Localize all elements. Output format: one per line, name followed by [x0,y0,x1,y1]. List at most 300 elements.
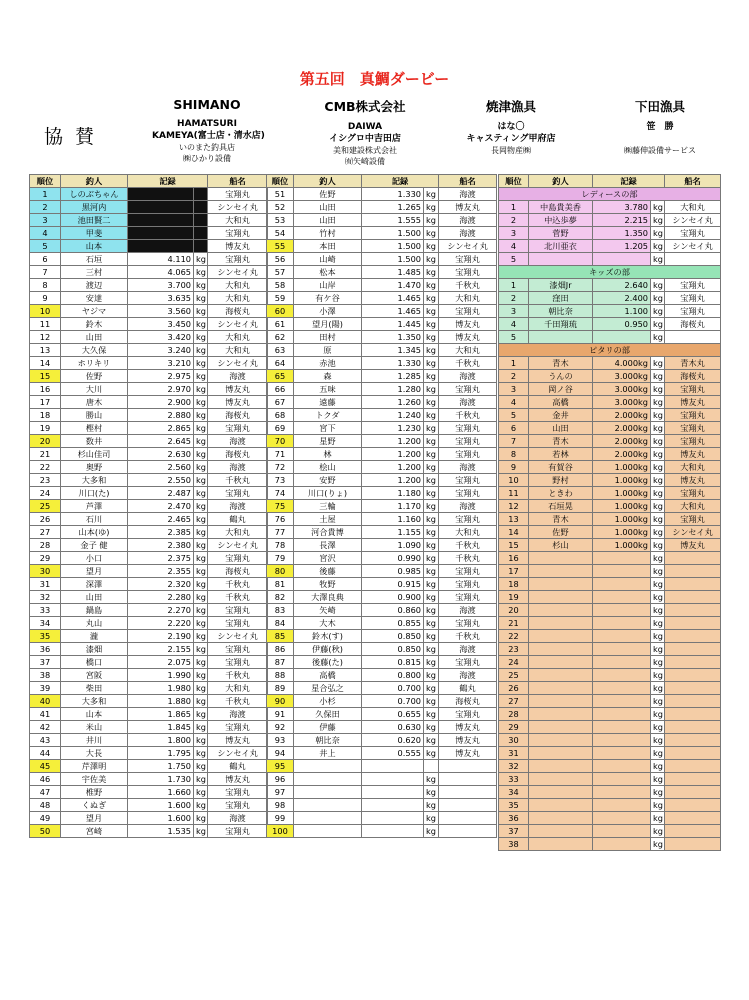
rank-cell: 75 [267,500,294,513]
angler-cell [529,630,593,643]
angler-cell: 丸山 [61,617,128,630]
angler-cell [529,617,593,630]
boat-cell: 宝翔丸 [208,253,268,266]
angler-cell: 河合貴博 [294,526,362,539]
boat-cell: シンセイ丸 [208,747,268,760]
angler-cell: 安達 [61,292,128,305]
table-row [30,721,268,734]
unit-cell: kg [194,721,208,734]
record-cell: 1.180 [362,487,424,500]
angler-cell: 朝比奈 [529,305,593,318]
rank-cell: 88 [267,669,294,682]
angler-cell [294,786,362,799]
angler-cell: 伊藤(秋) [294,643,362,656]
boat-cell: 宝翔丸 [208,799,268,812]
table-row [30,266,268,279]
boat-cell: 千秋丸 [208,695,268,708]
boat-cell: 宝翔丸 [439,513,497,526]
record-cell: 2.380 [128,539,194,552]
unit-cell [194,214,208,227]
table-row [267,812,497,825]
unit-cell: kg [424,552,439,565]
rank-cell: 95 [267,760,294,773]
angler-cell: 野村 [529,474,593,487]
table-row [30,773,268,786]
rank-cell: 21 [30,448,61,461]
table-row [267,461,497,474]
boat-cell: 海渡 [208,370,268,383]
angler-cell: 大川 [61,383,128,396]
boat-cell: 海渡 [439,396,497,409]
rank-cell: 28 [30,539,61,552]
angler-cell: 望月(陽) [294,318,362,331]
unit-cell: kg [651,786,665,799]
angler-cell [529,695,593,708]
unit-cell: kg [651,747,665,760]
unit-cell: kg [424,474,439,487]
angler-cell: ヤジマ [61,305,128,318]
sponsor-head: 下田漁具 [634,99,685,114]
rank-cell: 78 [267,539,294,552]
unit-cell: kg [651,617,665,630]
table-row [267,201,497,214]
table-row [267,682,497,695]
boat-cell [665,331,721,344]
boat-cell [439,786,497,799]
record-cell [128,188,194,201]
record-cell: 2.220 [128,617,194,630]
table-row [499,591,721,604]
table-row [499,721,721,734]
record-cell: 2.900 [128,396,194,409]
sponsor-small: 美和建設株式会社 [333,146,397,155]
record-cell: 0.985 [362,565,424,578]
record-cell: 3.450 [128,318,194,331]
table-row [30,591,268,604]
table-row [499,682,721,695]
record-cell: 0.620 [362,734,424,747]
ladies-section-header [499,188,721,201]
boat-cell [665,604,721,617]
boat-cell: シンセイ丸 [208,318,268,331]
record-cell [128,214,194,227]
boat-cell: 大和丸 [208,682,268,695]
table-row [499,669,721,682]
table-row [499,643,721,656]
table-row [267,617,497,630]
record-cell: 2.000kg [593,409,651,422]
table-row [30,331,268,344]
record-cell: 0.800 [362,669,424,682]
boat-cell: 海桜丸 [439,695,497,708]
sponsor-small: ㈲矢崎設備 [345,157,385,166]
rank-cell: 6 [499,422,529,435]
unit-cell: kg [194,396,208,409]
unit-cell: kg [424,331,439,344]
rank-cell: 23 [30,474,61,487]
boat-cell: 宝翔丸 [208,825,268,838]
boat-cell: 宝翔丸 [665,227,721,240]
boat-cell: 海渡 [439,370,497,383]
record-cell [593,838,651,851]
angler-cell: 森 [294,370,362,383]
record-cell: 0.990 [362,552,424,565]
record-cell: 1.795 [128,747,194,760]
boat-cell: 宝翔丸 [439,487,497,500]
boat-cell: 海桜丸 [208,305,268,318]
sponsor-label: 協 賛 [44,126,98,148]
table-row [30,526,268,539]
unit-cell: kg [651,383,665,396]
unit-cell: kg [424,565,439,578]
table-row [30,344,268,357]
record-cell [593,669,651,682]
boat-cell [665,578,721,591]
angler-cell [529,578,593,591]
record-cell: 1.170 [362,500,424,513]
record-cell: 0.700 [362,695,424,708]
angler-cell [529,708,593,721]
unit-cell: kg [424,786,439,799]
rank-cell: 10 [30,305,61,318]
table-row [267,552,497,565]
rank-cell: 20 [30,435,61,448]
record-cell: 1.205 [593,240,651,253]
unit-cell: kg [651,357,665,370]
sponsor-line: KAMEYA(富士店・清水店) [152,131,265,141]
rank-cell: 5 [30,240,61,253]
boat-cell: 博友丸 [208,773,268,786]
unit-cell: kg [194,487,208,500]
rank-cell: 11 [30,318,61,331]
table-row [267,708,497,721]
angler-cell [529,825,593,838]
angler-cell [529,604,593,617]
angler-cell: 米山 [61,721,128,734]
unit-cell: kg [424,630,439,643]
angler-cell: 瀧 [61,630,128,643]
rank-cell: 28 [499,708,529,721]
rank-cell: 9 [30,292,61,305]
angler-cell: 林 [294,448,362,461]
boat-cell: 千秋丸 [439,357,497,370]
boat-cell: シンセイ丸 [208,357,268,370]
angler-cell [529,760,593,773]
unit-cell: kg [194,526,208,539]
boat-cell [665,253,721,266]
rank-cell: 27 [499,695,529,708]
table-row [30,708,268,721]
table-row [267,448,497,461]
table-row [267,214,497,227]
rank-cell: 35 [499,799,529,812]
angler-cell: 高橋 [529,396,593,409]
unit-cell: kg [194,630,208,643]
boat-cell: 宝翔丸 [439,305,497,318]
rank-cell: 3 [499,383,529,396]
sponsor-block-1 [152,97,265,164]
record-cell [593,695,651,708]
angler-cell: 有賀谷 [529,461,593,474]
boat-cell: 宝翔丸 [665,435,721,448]
angler-cell: 菅野 [529,227,593,240]
unit-cell: kg [651,838,665,851]
angler-cell: 山田 [529,422,593,435]
table-row [267,435,497,448]
boat-cell: 海桜丸 [665,370,721,383]
angler-cell: 芹澤明 [61,760,128,773]
rank-cell: 24 [30,487,61,500]
record-cell: 1.000kg [593,461,651,474]
angler-cell: 金井 [529,409,593,422]
unit-cell [194,227,208,240]
angler-cell: 椎野 [61,786,128,799]
record-cell: 1.660 [128,786,194,799]
angler-cell: 柴田 [61,682,128,695]
unit-cell: kg [194,266,208,279]
record-cell: 4.110 [128,253,194,266]
boat-cell: 宝翔丸 [439,591,497,604]
table-row [499,565,721,578]
angler-cell: 青木 [529,357,593,370]
table-row [267,357,497,370]
rank-cell: 11 [499,487,529,500]
table-row [267,760,497,773]
boat-cell: 海渡 [439,227,497,240]
rank-cell: 99 [267,812,294,825]
rank-cell: 1 [499,279,529,292]
table-row [267,721,497,734]
record-cell: 3.560 [128,305,194,318]
angler-cell: 岡ノ谷 [529,383,593,396]
record-cell: 3.000kg [593,370,651,383]
rank-cell: 55 [267,240,294,253]
unit-cell: kg [194,578,208,591]
rank-cell: 36 [499,812,529,825]
rank-cell: 4 [30,227,61,240]
unit-cell: kg [424,734,439,747]
boat-cell: 博友丸 [439,721,497,734]
angler-cell: 鈴木(す) [294,630,362,643]
sponsor-small: ㈱藤伸設備サービス [624,146,696,155]
angler-cell: 本田 [294,240,362,253]
unit-cell: kg [194,591,208,604]
boat-cell [439,760,497,773]
table-row [30,448,268,461]
unit-cell: kg [194,331,208,344]
unit-cell: kg [194,435,208,448]
record-cell: 1.100 [593,305,651,318]
boat-cell: 宝翔丸 [439,656,497,669]
angler-cell: 佐野 [294,188,362,201]
angler-cell: 山本 [61,240,128,253]
rank-cell: 8 [30,279,61,292]
unit-cell: kg [424,591,439,604]
angler-cell [529,721,593,734]
angler-cell: 赤池 [294,357,362,370]
unit-cell: kg [194,734,208,747]
record-cell [593,630,651,643]
angler-cell: 大久保 [61,344,128,357]
boat-cell: 宝翔丸 [665,409,721,422]
record-cell [362,825,424,838]
boat-cell: 青木丸 [665,357,721,370]
record-cell [593,760,651,773]
record-cell: 0.950 [593,318,651,331]
table-row [499,318,721,331]
table-row [30,656,268,669]
unit-cell [194,201,208,214]
record-cell: 2.000kg [593,422,651,435]
sponsor-line: キャスティング甲府店 [466,134,556,144]
record-cell: 3.210 [128,357,194,370]
angler-cell: トクダ [294,409,362,422]
unit-cell: kg [651,318,665,331]
angler-cell: 高橋 [294,669,362,682]
rank-cell: 73 [267,474,294,487]
sponsor-head: SHIMANO [173,97,241,112]
rank-cell: 16 [30,383,61,396]
unit-cell: kg [424,604,439,617]
table-row [499,474,721,487]
table-row [267,773,497,786]
table-row [30,734,268,747]
rank-cell: 66 [267,383,294,396]
boat-cell: 海渡 [439,643,497,656]
unit-cell: kg [424,448,439,461]
rank-cell: 2 [499,292,529,305]
unit-cell: kg [194,448,208,461]
table-header [30,175,268,188]
angler-cell: 石垣晃 [529,500,593,513]
angler-cell: 若林 [529,448,593,461]
table-header [267,175,497,188]
angler-cell: 窪田 [529,292,593,305]
record-cell: 2.465 [128,513,194,526]
sponsor-small: いのまた釣具店 [179,143,235,152]
rank-cell: 15 [499,539,529,552]
record-cell [362,799,424,812]
table-row [499,630,721,643]
unit-cell: kg [424,292,439,305]
angler-cell [529,773,593,786]
record-cell: 1.260 [362,396,424,409]
boat-cell: 博友丸 [439,747,497,760]
category-table [498,174,721,851]
angler-cell: うんの [529,370,593,383]
angler-cell: 中込歩夢 [529,214,593,227]
record-cell: 1.240 [362,409,424,422]
unit-cell: kg [651,435,665,448]
boat-cell [665,682,721,695]
table-row [267,669,497,682]
rank-cell: 54 [267,227,294,240]
record-cell [593,253,651,266]
unit-cell: kg [424,214,439,227]
table-row [499,383,721,396]
rank-cell: 12 [30,331,61,344]
rank-cell: 91 [267,708,294,721]
table-row [267,825,497,838]
angler-cell [529,656,593,669]
angler-cell [294,760,362,773]
angler-cell: 小澤 [294,305,362,318]
table-row [267,474,497,487]
record-cell: 1.750 [128,760,194,773]
boat-cell: 大和丸 [208,292,268,305]
rank-cell: 36 [30,643,61,656]
boat-cell: 大和丸 [665,201,721,214]
table-row [499,747,721,760]
boat-cell: 博友丸 [208,396,268,409]
record-cell: 2.320 [128,578,194,591]
unit-cell: kg [194,513,208,526]
unit-cell: kg [651,513,665,526]
unit-cell: kg [194,539,208,552]
rank-cell: 37 [499,825,529,838]
table-row [30,474,268,487]
rank-cell: 48 [30,799,61,812]
record-cell: 0.900 [362,591,424,604]
record-cell [593,565,651,578]
rank-cell: 25 [30,500,61,513]
boat-cell: 鶴丸 [439,682,497,695]
angler-cell [529,812,593,825]
unit-cell: kg [651,201,665,214]
boat-cell [665,630,721,643]
boat-cell: シンセイ丸 [665,240,721,253]
boat-cell: 海渡 [208,708,268,721]
header-record: 記録 [593,175,665,188]
header-boat: 船名 [208,175,268,188]
angler-cell [529,682,593,695]
angler-cell: 鍋島 [61,604,128,617]
table-row [499,409,721,422]
record-cell: 2.075 [128,656,194,669]
angler-cell [294,825,362,838]
rank-cell: 56 [267,253,294,266]
rank-cell: 3 [30,214,61,227]
angler-cell: 北川亜衣 [529,240,593,253]
unit-cell: kg [424,253,439,266]
record-cell: 2.880 [128,409,194,422]
table-row [267,370,497,383]
unit-cell: kg [651,474,665,487]
record-cell [593,825,651,838]
rank-cell: 19 [30,422,61,435]
record-cell: 0.815 [362,656,424,669]
angler-cell: 山崎 [294,253,362,266]
angler-cell [294,812,362,825]
unit-cell: kg [651,500,665,513]
record-cell: 0.655 [362,708,424,721]
unit-cell: kg [651,539,665,552]
record-cell: 2.000kg [593,448,651,461]
rank-cell: 51 [267,188,294,201]
unit-cell: kg [424,279,439,292]
unit-cell: kg [194,656,208,669]
record-cell: 1.845 [128,721,194,734]
unit-cell: kg [424,422,439,435]
rank-cell: 12 [499,500,529,513]
rank-cell: 17 [30,396,61,409]
angler-cell: 甲斐 [61,227,128,240]
rank-cell: 4 [499,318,529,331]
angler-cell [529,786,593,799]
header-angler: 釣人 [61,175,128,188]
angler-cell: 山岸 [294,279,362,292]
boat-cell [665,747,721,760]
